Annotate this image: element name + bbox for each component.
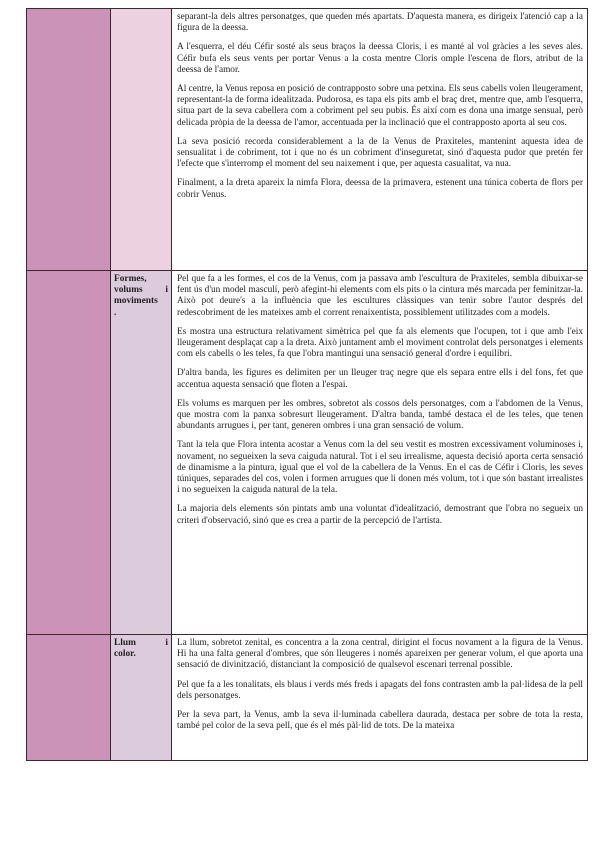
section-cell [27,271,111,635]
paragraph: Els volums es marquen per les ombres, sobretot als cossos dels personatges, com a l'abdomen de la Venus, que mostra com la panxa sobresurt lleugerament. D'altra banda, també destaca el de les teles, que tenen abundants arrugues i, per tant, generen ombres i una gran sensació de volum. [177,398,583,432]
paragraph: Tant la tela que Flora intenta acostar a Venus com la del seu vestit es mostren excessivament voluminoses i, novament, no segueixen la seva caiguda natural. Tot i el seu irrealisme, aquesta decisió aporta certa sensació de dinamisme a la pintura, igual que el vol de la cabellera de la Venus. En el cas de Céfir i Cloris, les seves túniques, separades del cos, volen i formen arrugues que li donen més volum, tot i que són bastant irrealistes i no segueixen la caiguda natural de la tela. [177,440,583,496]
paragraph: A l'esquerra, el déu Céfir sosté als seus braços la deessa Cloris, i es manté al vol gràcies a les seves ales. Céfir bufa els seus vents per portar Venus a la costa mentre Cloris omple l'escena de flors, atribut de la deessa de l'amor. [177,42,583,75]
row-label-llum: Llum i color. [114,638,168,660]
content-cell [172,635,588,761]
content-cell [172,9,588,271]
paragraph: Pel que fa a les formes, el cos de la Venus, com ja passava amb l'escultura de Praxiteles, sembla dibuixar-se fent ús d'un model masculí, però afegint-hi elements com els pits o la cintura més marcada per feminitzar-la. Això pot deure's a la influència que les escultures clàssiques van tenir sobre l'autor després del redescobriment de les mateixes amb el corrent renaixentista, possiblement utilitzades com a models. [177,274,583,318]
paragraph: Per la seva part, la Venus, amb la seva il·luminada cabellera daurada, destaca per sobre de tota la resta, també pel color de la seva pell, que és el més pàl·lid de tots. De la mateixa [177,710,583,732]
content-cell [172,271,588,635]
table-row [27,271,588,635]
paragraph: Es mostra una estructura relativament simètrica pel que fa als elements que l'ocupen, tot i que amb l'eix lleugerament desplaçat cap a la dreta. Això juntament amb el moviment controlat dels personatges i elements com els cabells o les teles, fa que l'obra mantingui una sensació general d'ordre i equilibri. [177,326,583,360]
paragraph: D'altra banda, les figures es delimiten per un lleuger traç negre que els separa entre ells i del fons, fet que accentua aquesta sensació que floten a l'espai. [177,368,583,390]
row-label-formes: Formes, volums i moviments . [114,274,168,318]
analysis-table [26,8,588,761]
label-cell [111,9,172,271]
paragraph: Pel que fa a les tonalitats, els blaus i verds més freds i apagats del fons contrasten amb la pal·lidesa de la pell dels personatges. [177,679,583,701]
label-cell [111,635,172,761]
label-cell [111,271,172,635]
paragraph: separant-la dels altres personatges, que queden més apartats. D'aquesta manera, es dirigeix l'atenció cap a la figura de la deessa. [177,12,583,34]
paragraph: La majoria dels elements són pintats amb una voluntat d'idealització, demostrant que l'obra no segueix un criteri d'observació, sinó que es crea a partir de la percepció de l'artista. [177,504,583,526]
table-row [27,635,588,761]
paragraph: La seva posició recorda considerablement a la de la Venus de Praxiteles, mantenint aquesta idea de sensualitat i de cobriment, tot i que no és un cobriment d'inseguretat, sinó d'aquesta pudor que pretén fer l'efecte que s'interromp el moment del seu naixement i que, per aquesta casualitat, va nua. [177,136,583,170]
paragraph: La llum, sobretot zenital, es concentra a la zona central, dirigint el focus novament a la figura de la Venus. Hi ha una falta general d'ombres, que són lleugeres i només apareixen per generar volum, el que aporta una sensació de divinització, distanciant la composició de qualsevol escenari terrenal possible. [177,638,583,671]
section-cell [27,9,111,271]
section-cell [27,635,111,761]
paragraph: Finalment, a la dreta apareix la nimfa Flora, deessa de la primavera, estenent una túnica coberta de flors per cobrir Venus. [177,178,583,200]
table-row [27,9,588,271]
paragraph: Al centre, la Venus reposa en posició de contrapposto sobre una petxina. Els seus cabells volen lleugerament, representant-la de forma idealitzada. Pudorosa, es tapa els pits amb el braç dret, mentre que, amb l'esquerra, situa part de la seva cabellera com a cobriment pel seu pubis. És així com es dona una imatge sensual, però delicada pròpia de la deessa de l'amor, accentuada per la inclinació que el contrapposto aporta al seu cos. [177,84,583,128]
